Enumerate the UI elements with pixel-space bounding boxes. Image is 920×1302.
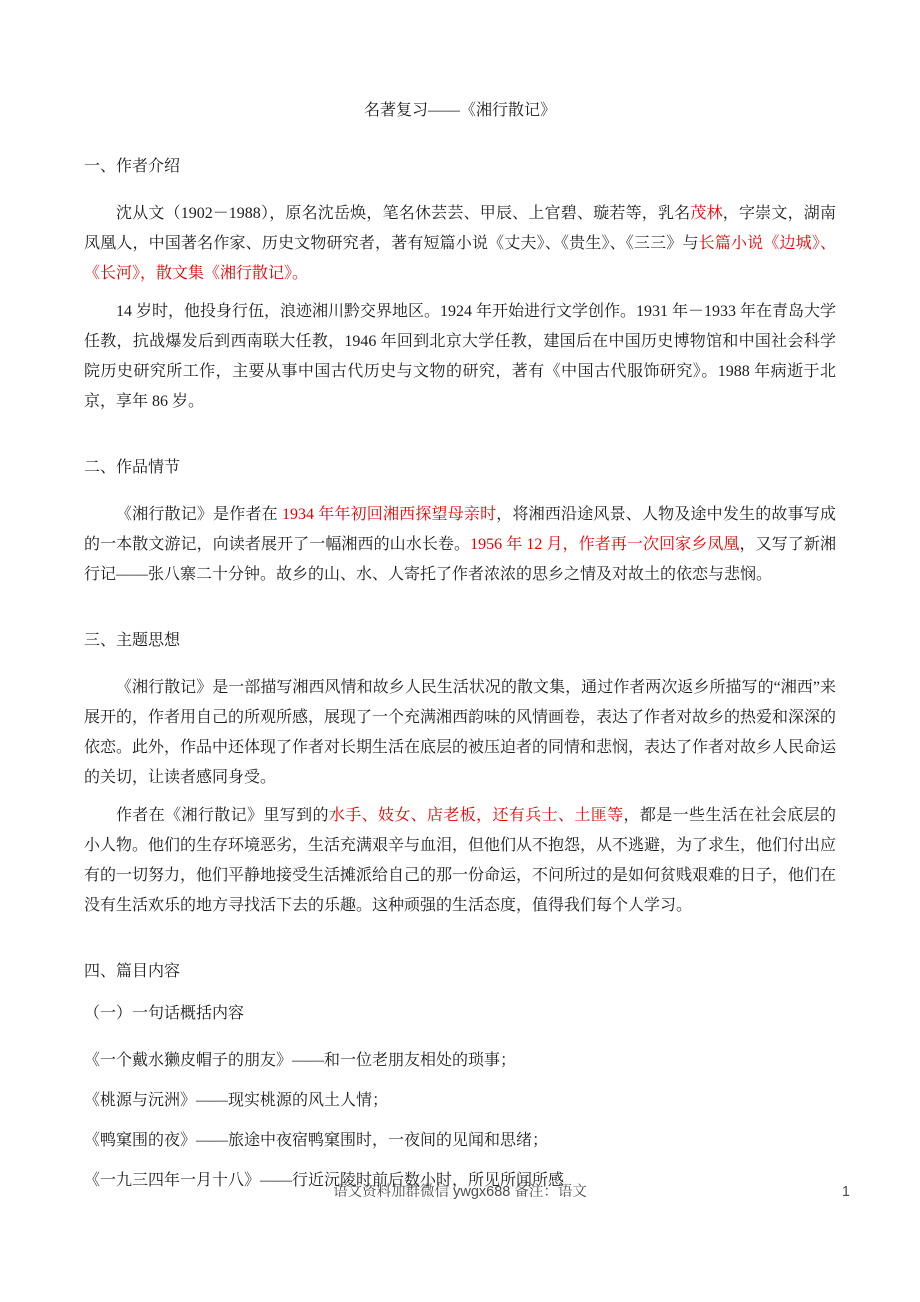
text-run: 水手、妓女、店老板，还有兵士、土匪等 [328,807,624,824]
paragraph [84,673,836,793]
text-run: 沈从文（1902－1988），原名沈岳焕，笔名休芸芸、甲辰、上官碧、璇若等，乳名 [116,205,691,222]
section-heading: 四、篇目内容 [84,963,181,980]
subheading-one-line-summary: （一）一句话概括内容 [84,1005,245,1022]
text-run: 茂林 [690,205,723,222]
footer-note: 语文资料加群微信 ywgx688 备注：语文 [333,1184,587,1200]
list-item: 《一个戴水獭皮帽子的朋友》——和一位老朋友相处的琐事； [84,1052,517,1069]
text-run: 1956 年 12 月，作者再一次回家乡凤凰 [470,536,740,553]
text-run: 长篇小说《边城》、《长河》，散文集《湘行散记》。 [84,235,836,282]
section-heading: 三、主题思想 [84,632,181,649]
text-run: 14 岁时，他投身行伍，浪迹湘川黔交界地区。1924 年开始进行文学创作。1931 年－1933 年在青岛大学任教，抗战爆发后到西南联大任教，1946 年回到北京大学任教，建国后在中国历史博物馆和中国社会科学院历史研究所工作，主要从事中国古代历史与文物的研究，著有《中国古代服饰研究》。1988 年病逝于北京，享年 86 岁。 [84,303,837,410]
paragraph [84,801,836,921]
page-number: 1 [841,1184,850,1200]
section-plot [84,458,836,590]
text-run: ，都是一些生活在社会底层的小人物。他们的生存环境恶劣，生活充满艰辛与血泪，但他们从不抱怨，从不逃避，为了求生，他们付出应有的一切努力，他们平静地接受生活摊派给自己的那一份命运，不问所过的是如何贫贱艰难的日子，他们在没有生活欢乐的地方寻找活下去的乐趣。这种顽强的生活态度，值得我们每个人学习。 [84,807,837,914]
text-run: ，又写了新湘行记——张八寨二十分钟。故乡的山、水、人寄托了作者浓浓的思乡之情及对故土的依恋与悲悯。 [84,536,836,583]
list-item: 《桃源与沅洲》——现实桃源的风土人情； [84,1092,389,1109]
section-heading: 一、作者介绍 [84,158,181,175]
list-item: 《鸭窠围的夜》——旅途中夜宿鸭窠围时，一夜间的见闻和思绪； [84,1132,549,1149]
list-item: 《一九三四年一月十八》——行近沅陵时前后数小时，所见所闻所感 [84,1172,565,1189]
document-title: 名著复习——《湘行散记》 [363,102,556,119]
text-run: 1934 年年初回湘西探望母亲时 [282,506,497,523]
section-contents [84,962,836,1196]
section-author-intro [84,157,836,417]
page-footer [0,1180,920,1204]
text-run: ，将湘西沿途风景、人物及途中发生的故事写成的一本散文游记，向读者展开了一幅湘西的山水长卷。 [84,506,836,553]
section-heading: 二、作品情节 [84,459,181,476]
text-run: 作者在《湘行散记》里写到的 [116,807,329,824]
text-run: ，字崇文，湖南凤凰人，中国著名作家、历史文物研究者，著有短篇小说《丈夫》、《贵生》、《三三》与 [84,205,836,252]
paragraph [84,500,836,590]
paragraph [84,297,836,417]
text-run: 《湘行散记》是作者在 [116,506,283,523]
paragraph [84,199,836,289]
text-run: 《湘行散记》是一部描写湘西风情和故乡人民生活状况的散文集，通过作者两次返乡所描写的“湘西”来展开的，作者用自己的所观所感，展现了一个充满湘西韵味的风情画卷，表达了作者对故乡的热爱和深深的依恋。此外，作品中还体现了作者对长期生活在底层的被压迫者的同情和悲悯，表达了作者对故乡人民命运的关切，让读者感同身受。 [84,679,837,786]
section-theme [84,631,836,921]
